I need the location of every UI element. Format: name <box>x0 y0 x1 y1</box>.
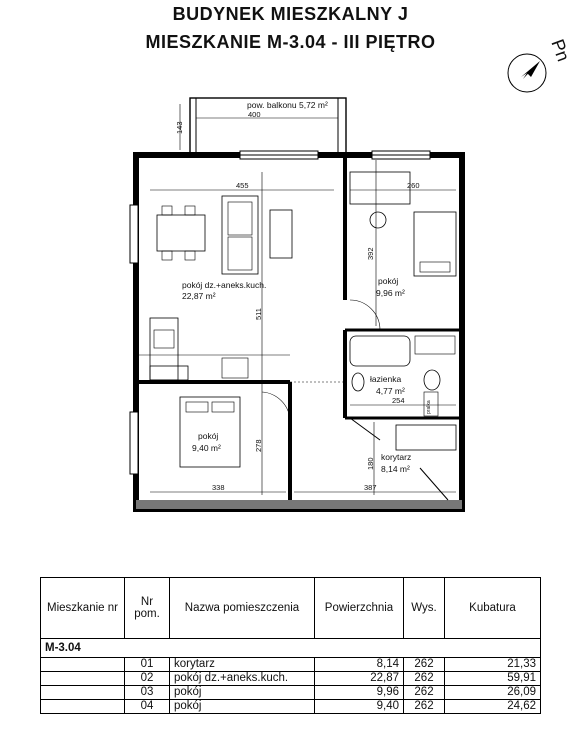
table-row <box>41 700 541 714</box>
bathroom-area: 4,77 m² <box>376 386 405 396</box>
row-volume: 21,33 <box>445 658 541 672</box>
living-width-dim: 455 <box>236 181 249 190</box>
room3-area: 9,96 m² <box>376 288 405 298</box>
row-nr: 03 <box>125 686 170 700</box>
row-area: 9,40 <box>315 700 404 714</box>
room4-name: pokój <box>198 431 219 441</box>
row-area: 9,96 <box>315 686 404 700</box>
row-area: 8,14 <box>315 658 404 672</box>
row-height: 262 <box>404 700 445 714</box>
hall-depth-dim: 180 <box>366 457 375 470</box>
bath-width-dim: 254 <box>392 396 405 405</box>
washer-label: pralka <box>426 400 432 414</box>
balcony-depth-dim: 143 <box>175 121 184 134</box>
row-name: korytarz <box>170 658 315 672</box>
col-volume: Kubatura <box>445 578 541 639</box>
room3-depth-dim: 392 <box>366 247 375 260</box>
living-room-name: pokój dz.+aneks.kuch. <box>182 280 267 290</box>
row-name: pokój <box>170 700 315 714</box>
col-area: Powierzchnia <box>315 578 404 639</box>
building-title: BUDYNEK MIESZKALNY J <box>172 4 409 24</box>
table-header-row <box>41 578 541 639</box>
hallway-area: 8,14 m² <box>381 464 410 474</box>
col-room-name: Nazwa pomieszczenia <box>170 578 315 639</box>
row-volume: 24,62 <box>445 700 541 714</box>
bathroom-name: łazienka <box>370 374 402 384</box>
hallway-name: korytarz <box>381 452 412 462</box>
balcony-width-dim: 400 <box>248 110 261 119</box>
north-label: Pn <box>547 36 574 65</box>
row-nr: 04 <box>125 700 170 714</box>
table-row <box>41 672 541 686</box>
col-apartment-no: Mieszkanie nr <box>41 578 125 639</box>
rooms-table <box>40 577 541 714</box>
living-depth-dim: 511 <box>254 308 263 320</box>
row-height: 262 <box>404 686 445 700</box>
living-room-area: 22,87 m² <box>182 291 216 301</box>
col-height: Wys. <box>404 578 445 639</box>
room4-depth-dim: 278 <box>254 439 263 452</box>
apartment-no: M-3.04 <box>41 639 541 658</box>
room3-width-dim: 260 <box>407 181 420 190</box>
row-nr: 02 <box>125 672 170 686</box>
row-name: pokój dz.+aneks.kuch. <box>170 672 315 686</box>
row-height: 262 <box>404 658 445 672</box>
room3-name: pokój <box>378 276 399 286</box>
room4-area: 9,40 m² <box>192 443 221 453</box>
row-nr: 01 <box>125 658 170 672</box>
hall-width-dim: 387 <box>364 483 377 492</box>
row-height: 262 <box>404 672 445 686</box>
balcony-label: pow. balkonu 5,72 m² <box>247 100 328 110</box>
apartment-title: MIESZKANIE M-3.04 - III PIĘTRO <box>145 32 436 52</box>
row-volume: 59,91 <box>445 672 541 686</box>
col-room-no: Nr pom. <box>125 578 170 639</box>
row-volume: 26,09 <box>445 686 541 700</box>
room4-width-dim: 338 <box>212 483 225 492</box>
row-name: pokój <box>170 686 315 700</box>
table-row <box>41 686 541 700</box>
table-row <box>41 658 541 672</box>
apartment-row <box>41 639 541 658</box>
row-area: 22,87 <box>315 672 404 686</box>
